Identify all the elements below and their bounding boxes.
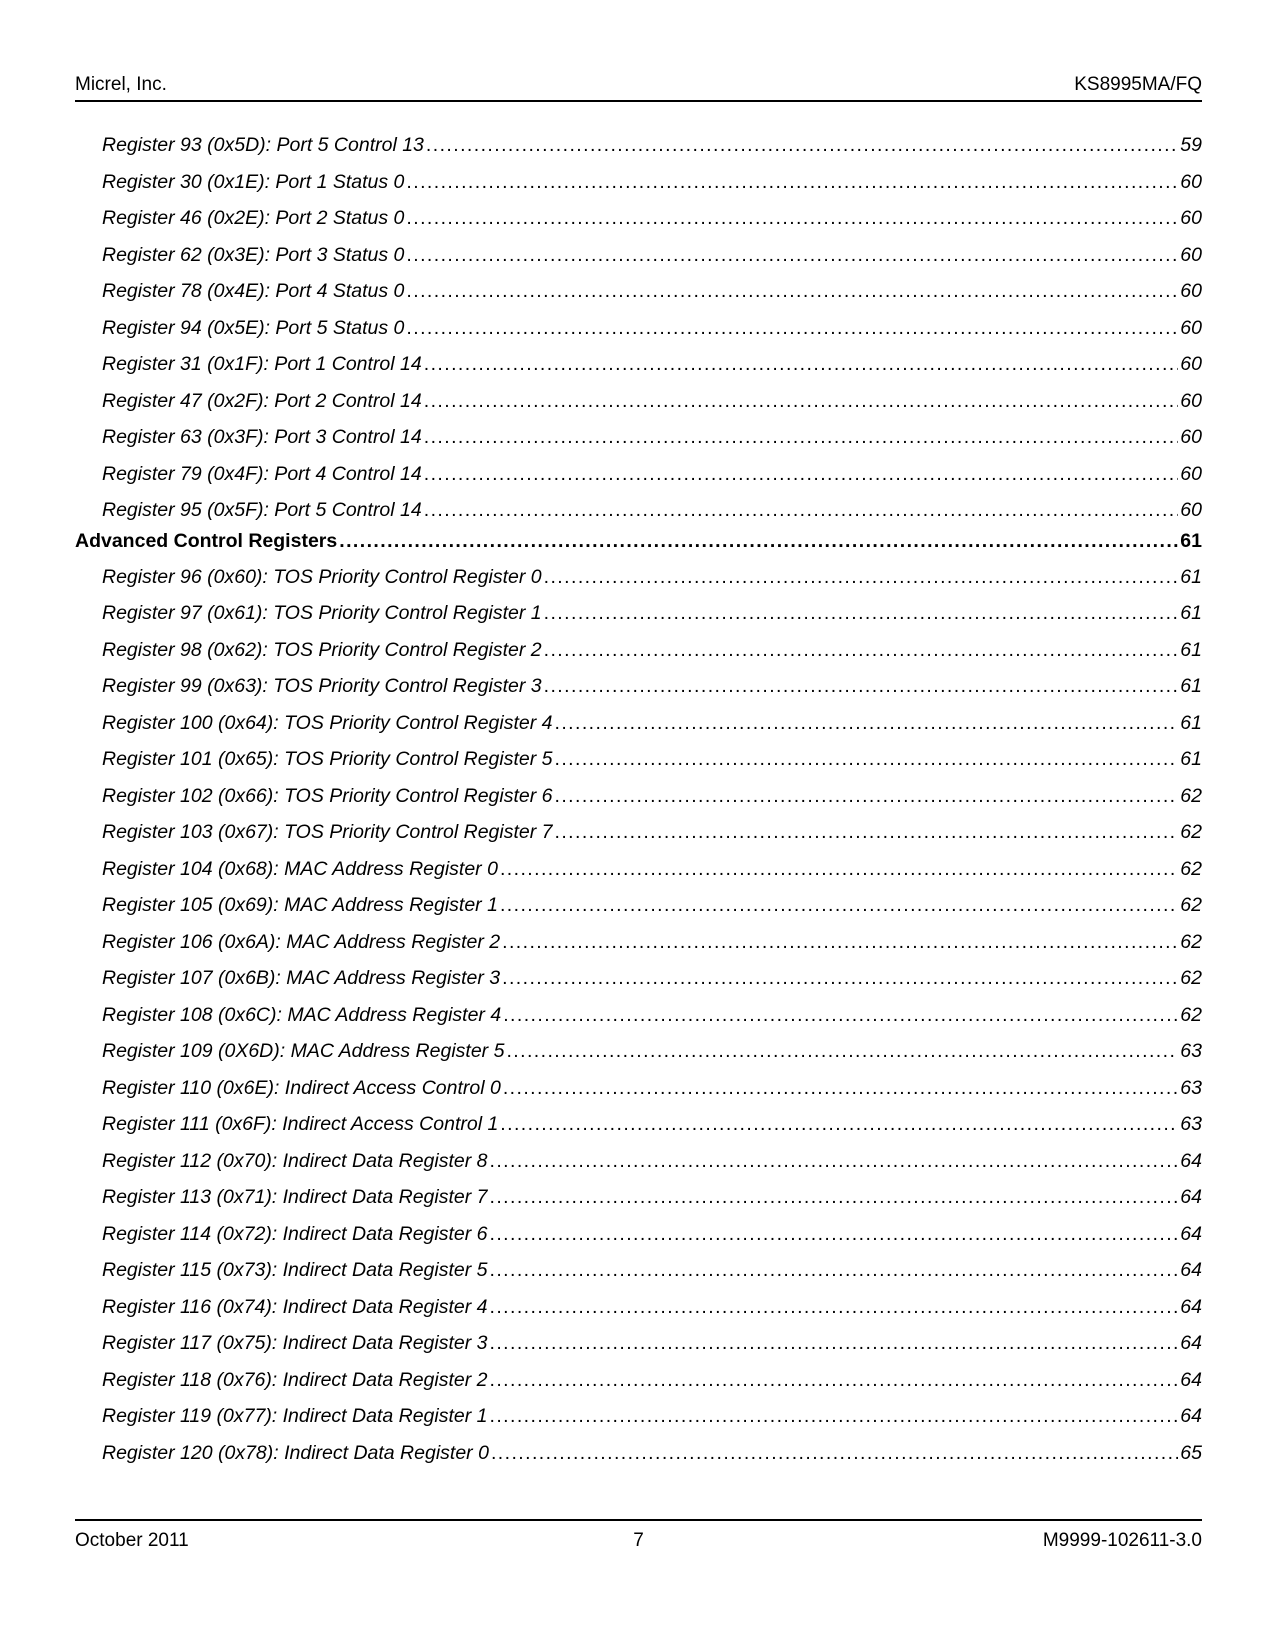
toc-entry-label: Register 118 (0x76): Indirect Data Register 2: [102, 1368, 488, 1391]
toc-entry-page: 64: [1180, 1368, 1202, 1391]
toc-dot-leader: [544, 566, 1179, 589]
toc-entry[interactable]: [75, 1442, 1202, 1479]
toc-entry[interactable]: [75, 390, 1202, 427]
toc-entry-label: Register 96 (0x60): TOS Priority Control Register 0: [102, 565, 542, 588]
toc-entry-label: Register 97 (0x61): TOS Priority Control Register 1: [102, 602, 542, 624]
toc-entry-page: 60: [1180, 280, 1202, 302]
footer-date: October 2011: [75, 1530, 189, 1551]
toc-entry-label: Register 47 (0x2F): Port 2 Control 14: [102, 389, 422, 412]
toc-entry-page: 60: [1180, 207, 1202, 229]
toc-entry[interactable]: [75, 171, 1202, 208]
toc-entry-label: Register 107 (0x6B): MAC Address Register 3: [102, 967, 501, 989]
toc-dot-leader: [490, 1223, 1179, 1246]
toc-entry-page: 60: [1180, 353, 1202, 375]
toc-entry-label: Register 95 (0x5F): Port 5 Control 14: [102, 499, 422, 521]
toc-dot-leader: [490, 1296, 1179, 1319]
toc-entry-page: 60: [1180, 462, 1202, 485]
toc-entry-label: Register 119 (0x77): Indirect Data Register 1: [102, 1405, 488, 1427]
toc-entry-label: Register 62 (0x3E): Port 3 Status 0: [102, 243, 405, 266]
toc-entry-page: 61: [1180, 529, 1202, 552]
toc-entry-label: Register 105 (0x69): MAC Address Register 1: [102, 894, 498, 916]
toc-entry-label: Register 78 (0x4E): Port 4 Status 0: [102, 280, 405, 302]
toc-entry[interactable]: [75, 967, 1202, 1004]
toc-entry-page: 64: [1180, 1222, 1202, 1245]
toc-entry-page: 60: [1180, 243, 1202, 266]
toc-entry-label: Register 109 (0X6D): MAC Address Register 5: [102, 1040, 505, 1062]
toc-entry[interactable]: [75, 1259, 1202, 1296]
toc-entry-label: Register 93 (0x5D): Port 5 Control 13: [102, 134, 424, 156]
toc-entry-label: Register 117 (0x75): Indirect Data Register 3: [102, 1332, 488, 1354]
toc-entry[interactable]: [75, 317, 1202, 354]
toc-dot-leader: [503, 1077, 1178, 1100]
toc-entry-label: Register 103 (0x67): TOS Priority Control Register 7: [102, 821, 553, 843]
toc-entry-label: Register 108 (0x6C): MAC Address Register 4: [102, 1003, 502, 1026]
toc-entry-page: 62: [1180, 821, 1202, 843]
toc-entry-page: 64: [1180, 1295, 1202, 1318]
toc-entry[interactable]: [75, 134, 1202, 171]
toc-entry-label: Register 113 (0x71): Indirect Data Register 7: [102, 1186, 488, 1208]
toc-dot-leader: [490, 1332, 1179, 1355]
toc-entry-page: 64: [1180, 1149, 1202, 1172]
toc-entry[interactable]: [75, 1405, 1202, 1442]
toc-dot-leader: [544, 675, 1179, 698]
toc-entry[interactable]: [75, 675, 1202, 712]
toc-entry-label: Register 63 (0x3F): Port 3 Control 14: [102, 426, 422, 448]
toc-entry-label: Register 30 (0x1E): Port 1 Status 0: [102, 170, 405, 193]
toc-entry-page: 61: [1180, 638, 1202, 661]
toc-entry-page: 59: [1180, 134, 1202, 156]
toc-entry[interactable]: [75, 858, 1202, 895]
toc-dot-leader: [544, 639, 1179, 662]
toc-entry-page: 60: [1180, 389, 1202, 412]
toc-entry[interactable]: [75, 894, 1202, 931]
toc-dot-leader: [554, 748, 1178, 771]
toc-entry-page: 63: [1180, 1076, 1202, 1099]
toc-dot-leader: [554, 712, 1178, 735]
toc-entry-page: 62: [1180, 967, 1202, 989]
part-number: KS8995MA/FQ: [1074, 74, 1202, 95]
toc-entry[interactable]: [75, 463, 1202, 500]
toc-entry-label: Register 114 (0x72): Indirect Data Register 6: [102, 1222, 488, 1245]
toc-entry[interactable]: [75, 931, 1202, 968]
toc-entry-page: 64: [1180, 1186, 1202, 1208]
toc-entry-label: Register 110 (0x6E): Indirect Access Control 0: [102, 1076, 501, 1099]
toc-entry-page: 60: [1180, 170, 1202, 193]
toc-entry-page: 63: [1180, 1113, 1202, 1135]
toc-entry-label: Register 99 (0x63): TOS Priority Control Register 3: [102, 675, 542, 697]
toc-entry[interactable]: [75, 1296, 1202, 1333]
toc-dot-leader: [406, 244, 1178, 267]
toc-entry[interactable]: [75, 821, 1202, 858]
toc-entry-label: Register 100 (0x64): TOS Priority Control Register 4: [102, 711, 553, 734]
toc-dot-leader: [406, 280, 1178, 303]
toc-entry[interactable]: [75, 785, 1202, 822]
toc-dot-leader: [500, 858, 1178, 881]
toc-dot-leader: [406, 317, 1178, 340]
toc-entry[interactable]: [75, 1077, 1202, 1114]
toc-dot-leader: [506, 1040, 1178, 1063]
toc-entry-page: 62: [1180, 784, 1202, 807]
toc-dot-leader: [424, 426, 1179, 449]
toc-entry[interactable]: [75, 207, 1202, 244]
toc-entry-label: Register 106 (0x6A): MAC Address Register 2: [102, 930, 501, 953]
toc-entry-label: Register 115 (0x73): Indirect Data Register 5: [102, 1259, 488, 1281]
toc-entry[interactable]: [75, 602, 1202, 639]
toc-entry[interactable]: [75, 1150, 1202, 1187]
toc-entry-label: Register 94 (0x5E): Port 5 Status 0: [102, 316, 405, 339]
toc-entry[interactable]: [75, 566, 1202, 603]
toc-section-entry[interactable]: [75, 530, 1202, 566]
toc-entry-label: Register 111 (0x6F): Indirect Access Control 1: [102, 1113, 499, 1135]
toc-entry-page: 61: [1180, 565, 1202, 588]
toc-dot-leader: [491, 1442, 1178, 1465]
toc-dot-leader: [554, 785, 1178, 808]
toc-entry-label: Register 46 (0x2E): Port 2 Status 0: [102, 207, 405, 229]
toc-dot-leader: [490, 1150, 1179, 1173]
toc-entry-page: 64: [1180, 1405, 1202, 1427]
page-footer: [75, 1519, 1202, 1561]
toc-entry-page: 62: [1180, 930, 1202, 953]
toc-dot-leader: [490, 1369, 1179, 1392]
toc-entry-page: 61: [1180, 675, 1202, 697]
toc-entry[interactable]: [75, 712, 1202, 749]
toc-dot-leader: [406, 207, 1178, 230]
toc-entry-label: Register 120 (0x78): Indirect Data Register 0: [102, 1441, 489, 1464]
toc-dot-leader: [490, 1259, 1179, 1282]
toc-entry-label: Register 112 (0x70): Indirect Data Register 8: [102, 1149, 488, 1172]
toc-dot-leader: [544, 602, 1179, 625]
toc-entry-page: 65: [1180, 1441, 1202, 1464]
page-header: [75, 74, 1202, 102]
toc-entry-page: 61: [1180, 602, 1202, 624]
toc-dot-leader: [424, 463, 1179, 486]
toc-dot-leader: [500, 894, 1178, 917]
toc-entry[interactable]: [75, 280, 1202, 317]
toc-dot-leader: [502, 931, 1178, 954]
table-of-contents: [75, 134, 1202, 1478]
toc-entry[interactable]: [75, 1186, 1202, 1223]
toc-entry-label: Register 104 (0x68): MAC Address Register 0: [102, 857, 498, 880]
toc-entry[interactable]: [75, 1332, 1202, 1369]
toc-entry[interactable]: [75, 1040, 1202, 1077]
toc-entry-page: 62: [1180, 857, 1202, 880]
toc-entry-page: 64: [1180, 1259, 1202, 1281]
toc-dot-leader: [502, 967, 1178, 990]
toc-entry-label: Register 101 (0x65): TOS Priority Control Register 5: [102, 748, 553, 770]
toc-entry-page: 61: [1180, 748, 1202, 770]
toc-dot-leader: [424, 499, 1179, 522]
toc-entry-page: 63: [1180, 1040, 1202, 1062]
toc-entry[interactable]: [75, 244, 1202, 281]
toc-entry-label: Register 116 (0x74): Indirect Data Register 4: [102, 1295, 488, 1318]
toc-entry-label: Advanced Control Registers: [75, 529, 338, 552]
toc-entry[interactable]: [75, 639, 1202, 676]
toc-dot-leader: [503, 1004, 1178, 1027]
toc-dot-leader: [490, 1186, 1179, 1209]
toc-entry[interactable]: [75, 1223, 1202, 1260]
footer-doc-number: M9999-102611-3.0: [1042, 1530, 1202, 1551]
toc-entry[interactable]: [75, 748, 1202, 785]
toc-dot-leader: [339, 530, 1178, 553]
toc-entry[interactable]: [75, 1113, 1202, 1150]
toc-dot-leader: [554, 821, 1178, 844]
toc-entry-page: 61: [1180, 711, 1202, 734]
toc-dot-leader: [424, 390, 1179, 413]
toc-entry-label: Register 31 (0x1F): Port 1 Control 14: [102, 353, 422, 375]
toc-entry-label: Register 79 (0x4F): Port 4 Control 14: [102, 462, 422, 485]
toc-entry-page: 64: [1180, 1332, 1202, 1354]
toc-dot-leader: [426, 134, 1178, 157]
toc-entry-label: Register 102 (0x66): TOS Priority Control Register 6: [102, 784, 553, 807]
toc-entry-page: 62: [1180, 894, 1202, 916]
toc-dot-leader: [500, 1113, 1178, 1136]
footer-page-number: 7: [633, 1530, 644, 1551]
toc-dot-leader: [424, 353, 1179, 376]
toc-dot-leader: [406, 171, 1178, 194]
toc-dot-leader: [490, 1405, 1179, 1428]
toc-entry[interactable]: [75, 1369, 1202, 1406]
company-name: Micrel, Inc.: [75, 74, 167, 95]
toc-entry-label: Register 98 (0x62): TOS Priority Control Register 2: [102, 638, 542, 661]
toc-entry[interactable]: [75, 353, 1202, 390]
toc-entry-page: 60: [1180, 316, 1202, 339]
toc-entry[interactable]: [75, 426, 1202, 463]
toc-entry-page: 60: [1180, 499, 1202, 521]
toc-entry-page: 60: [1180, 426, 1202, 448]
toc-entry[interactable]: [75, 1004, 1202, 1041]
toc-entry-page: 62: [1180, 1003, 1202, 1026]
